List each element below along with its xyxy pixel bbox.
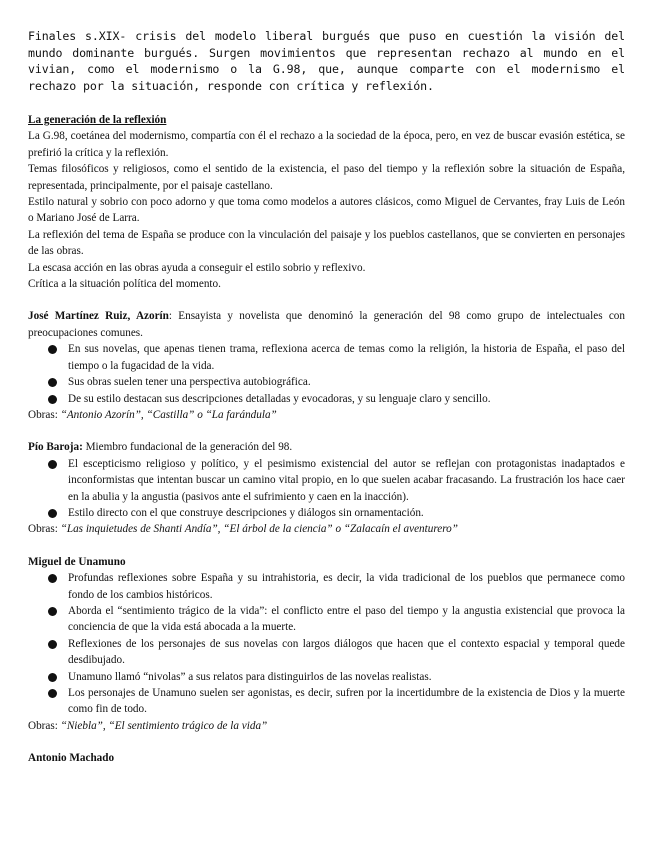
list-item: El escepticismo religioso y político, y el pesimismo existencial del autor se reflejan con protagonistas inadaptados e inconformistas que intentan buscar un camino vital propio, en lo que suelen acabar fracasando. La frustración los hace caer en la abulia y la angustia (pasivos ante el sufrimiento y caen en la inacción). (68, 456, 625, 505)
paragraph: La reflexión del tema de España se produce con la vinculación del paisaje y los pueblos castellanos, que se convierten en personajes de las obras. (28, 228, 625, 258)
works-label: Obras: (28, 719, 61, 732)
works-list: “Las inquietudes de Shanti Andía”, “El árbol de la ciencia” o “Zalacaín el aventurero” (60, 523, 458, 536)
separator: : (168, 310, 172, 323)
author-desc: Ensayista y novelista que denominó la generación del 98 como grupo de intelectuales con preocupaciones comunes. (28, 310, 625, 339)
works-list: “Antonio Azorín”, “Castilla” o “La farándula” (60, 408, 277, 421)
list-item: Aborda el “sentimiento trágico de la vida”: el conflicto entre el paso del tiempo y la angustia existencial que provoca la conciencia de que la vida está abocada a la muerte. (68, 603, 625, 636)
author-name: Antonio Machado (28, 752, 115, 765)
list-item: Los personajes de Unamuno suelen ser agonistas, es decir, sufren por la incertidumbre de la existencia de Dios y la muerte como fin de todo. (68, 685, 625, 718)
author-name: José Martínez Ruiz, Azorín (28, 310, 169, 323)
intro-paragraph: Finales s.XIX- crisis del modelo liberal burgués que puso en cuestión la visión del mundo dominante burgués. Surgen movimientos que representan rechazo al mundo en el vivian, como el modernismo o la G.98, que, aunque comparte con el modernismo el rechazo por la situación, responde con crítica y reflexión. (28, 29, 625, 93)
author-section-baroja (28, 439, 625, 537)
author-section-machado (28, 750, 625, 766)
author-desc: Miembro fundacional de la generación del 98. (82, 441, 293, 454)
works-label: Obras: (28, 408, 61, 421)
list-item: En sus novelas, que apenas tienen trama, reflexiona acerca de temas como la religión, la historia de España, el paso del tiempo o la fugacidad de la vida. (68, 341, 625, 374)
works-list: “Niebla”, “El sentimiento trágico de la vida” (60, 719, 268, 732)
author-section-unamuno (28, 554, 625, 734)
paragraph: Crítica a la situación política del momento. (28, 278, 221, 291)
list-item: Sus obras suelen tener una perspectiva autobiográfica. (68, 374, 625, 390)
paragraph: La G.98, coetánea del modernismo, compartía con él el rechazo a la sociedad de la época, pero, en vez de buscar evasión estética, se prefirió la crítica y la reflexión. (28, 130, 625, 159)
list-item: Estilo directo con el que construye descripciones y diálogos sin ornamentación. (68, 505, 625, 521)
author-section-azorin (28, 308, 625, 423)
author-name: Pío Baroja: (28, 441, 83, 454)
list-item: Profundas reflexiones sobre España y su intrahistoria, es decir, la vida tradicional de los pueblos que permanece como fondo de los cambios históricos. (68, 570, 625, 603)
document-body (28, 112, 625, 767)
document-page (28, 28, 625, 767)
paragraph: La escasa acción en las obras ayuda a conseguir el estilo sobrio y reflexivo. (28, 261, 366, 274)
list-item: Unamuno llamó “nivolas” a sus relatos para distinguirlos de las novelas realistas. (68, 669, 625, 685)
works-label: Obras: (28, 523, 61, 536)
section-heading: La generación de la reflexión (28, 114, 167, 126)
paragraph: Estilo natural y sobrio con poco adorno y que toma como modelos a autores clásicos, como Miguel de Cervantes, fray Luis de León o Mariano José de Larra. (28, 196, 625, 225)
paragraph: Temas filosóficos y religiosos, como el sentido de la existencia, el paso del tiempo y la reflexión sobre la situación de España, representada, principalmente, por el paisaje castellano. (28, 163, 625, 192)
author-name: Miguel de Unamuno (28, 555, 126, 568)
list-item: Reflexiones de los personajes de sus novelas con largos diálogos que hacen que el contexto espacial y temporal quede desdibujado. (68, 636, 625, 669)
list-item: De su estilo destacan sus descripciones detalladas y evocadoras, y su lenguaje claro y sencillo. (68, 391, 625, 407)
